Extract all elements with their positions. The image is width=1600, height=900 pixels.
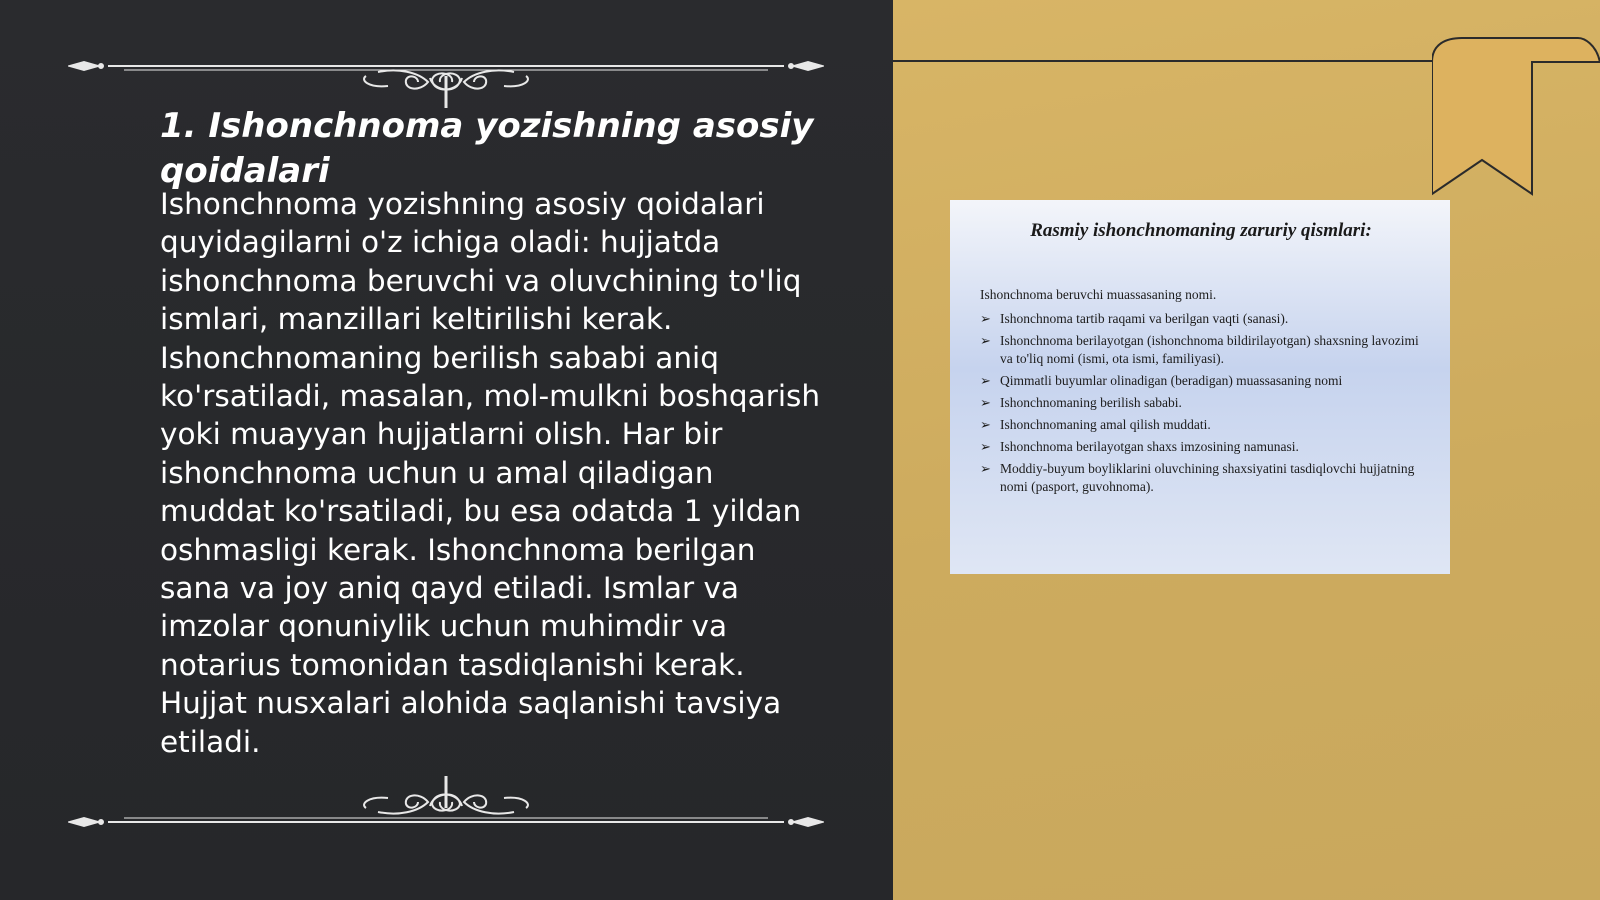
list-item: ➢ Ishonchnomaning berilish sababi. bbox=[980, 395, 1182, 410]
card-title: Rasmiy ishonchnomaning zaruriy qismlari: bbox=[1030, 220, 1372, 241]
arrow-bullet-icon: ➢ bbox=[980, 373, 991, 388]
ornament-divider-icon bbox=[68, 50, 824, 110]
ornament-divider-icon bbox=[68, 768, 824, 828]
arrow-bullet-icon: ➢ bbox=[980, 461, 991, 476]
bookmark-ribbon-icon bbox=[1432, 34, 1600, 204]
requirements-list bbox=[980, 310, 1422, 496]
arrow-bullet-icon: ➢ bbox=[980, 395, 991, 410]
list-item: ➢ Ishonchnoma tartib raqami va berilgan vaqti (sanasi). bbox=[980, 311, 1289, 326]
arrow-bullet-icon: ➢ bbox=[980, 439, 991, 454]
document-image-card bbox=[950, 200, 1450, 574]
list-item: ➢ Moddiy-buyum boyliklarini oluvchining shaxsiyatini tasdiqlovchi hujjatning nomi (pasport, guvohnoma). bbox=[980, 461, 1415, 494]
slide-title: 1. Ishonchnoma yozishning asosiy qoidalari bbox=[160, 106, 814, 191]
card-intro: Ishonchnoma beruvchi muassasaning nomi. bbox=[980, 287, 1217, 302]
arrow-bullet-icon: ➢ bbox=[980, 417, 991, 432]
list-item: ➢ Qimmatli buyumlar olinadigan (beradigan) muassasaning nomi bbox=[980, 373, 1343, 388]
arrow-bullet-icon: ➢ bbox=[980, 311, 991, 326]
slide-body-text: Ishonchnoma yozishning asosiy qoidalari quyidagilarni o'z ichiga oladi: hujjatda ishonchnoma beruvchi va oluvchining to'liq ismlari, manzillari keltirilishi kerak. Ishonchnomaning berilish sababi aniq ko'rsatiladi, masalan, mol-mulkni boshqarish yoki muayyan hujjatlarni olish. Har bir ishonchnoma uchun u amal qiladigan muddat ko'rsatiladi, bu esa odatda 1 yildan oshmasligi kerak. Ishonchnoma berilgan sana va joy aniq qayd etiladi. Ismlar va imzolar qonuniylik uchun muhimdir va notarius tomonidan tasdiqlanishi kerak. Hujjat nusxalari alohida saqlanishi tavsiya etiladi. bbox=[160, 187, 821, 759]
list-item: ➢ Ishonchnoma berilayotgan shaxs imzosining namunasi. bbox=[980, 439, 1299, 454]
list-item: ➢ Ishonchnoma berilayotgan (ishonchnoma bildirilayotgan) shaxsning lavozimi va to'liq nomi (ismi, ota ismi, familiyasi). bbox=[980, 333, 1419, 366]
arrow-bullet-icon: ➢ bbox=[980, 333, 991, 348]
list-item: ➢ Ishonchnomaning amal qilish muddati. bbox=[980, 417, 1211, 432]
